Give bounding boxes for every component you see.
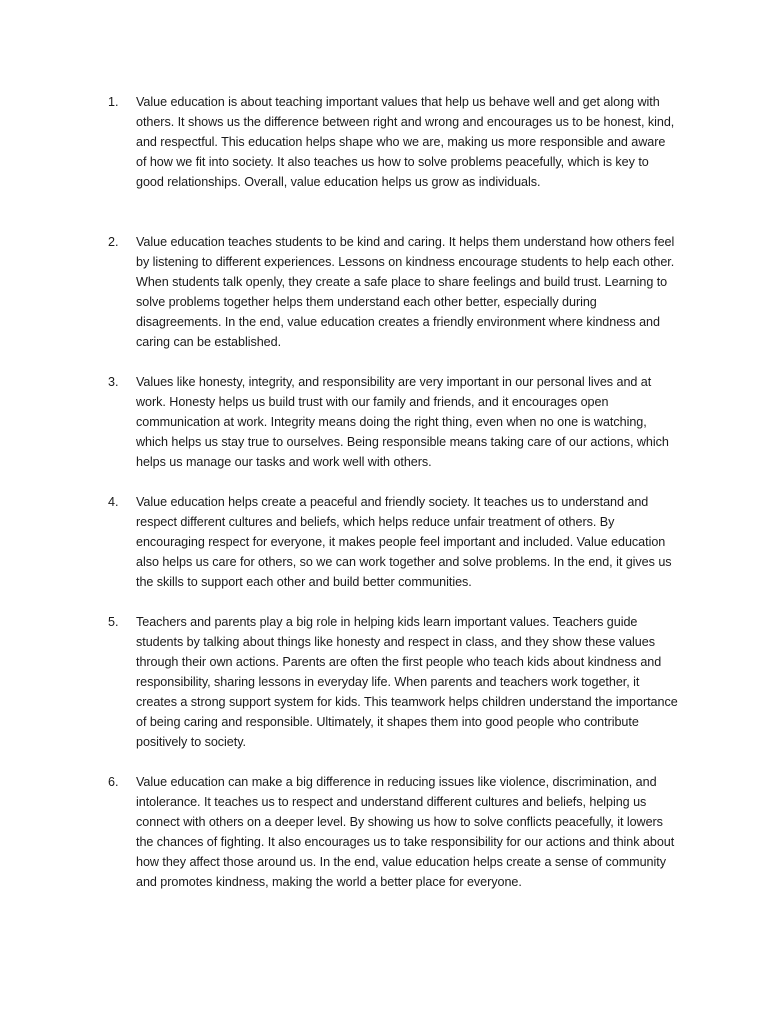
list-item bbox=[108, 612, 678, 752]
list-item-text: Teachers and parents play a big role in helping kids learn important values. Teachers guide students by talking about things like honesty and respect in class, and they show these values through their own actions. Parents are often the first people who teach kids about kindness and responsibility, sharing lessons in everyday life. When parents and teachers work together, it creates a strong support system for kids. This teamwork helps children understand the importance of being caring and responsible. Ultimately, it shapes them into good people who contribute positively to society. bbox=[136, 615, 678, 749]
list-item-text: Value education is about teaching important values that help us behave well and get along with others. It shows us the difference between right and wrong and encourages us to be honest, kind, and respectful. This education helps shape who we are, making us more responsible and aware of how we fit into society. It also teaches us how to solve problems peacefully, which is key to good relationships. Overall, value education helps us grow as individuals. bbox=[136, 95, 675, 189]
list-item bbox=[108, 92, 678, 192]
list-item-text: Value education can make a big difference in reducing issues like violence, discrimination, and intolerance. It teaches us to respect and understand different cultures and beliefs, helping us connect with others on a deeper level. By showing us how to solve conflicts peacefully, it lowers the chances of fighting. It also encourages us to take responsibility for our actions and think about how they affect those around us. In the end, value education helps create a sense of community and promotes kindness, making the world a better place for everyone. bbox=[136, 775, 675, 889]
list-item bbox=[108, 492, 678, 592]
list-item bbox=[108, 232, 678, 352]
numbered-list bbox=[108, 92, 678, 892]
list-item-text: Values like honesty, integrity, and responsibility are very important in our personal lives and at work. Honesty helps us build trust with our family and friends, and it encourages open communication at work. Integrity means doing the right thing, even when no one is watching, which helps us stay true to ourselves. Being responsible means taking care of our actions, which helps us manage our tasks and work well with others. bbox=[136, 375, 669, 469]
list-item bbox=[108, 772, 678, 892]
list-item-number: 1. bbox=[108, 95, 119, 109]
list-item-number: 4. bbox=[108, 495, 119, 509]
list-item-text: Value education teaches students to be kind and caring. It helps them understand how others feel by listening to different experiences. Lessons on kindness encourage students to help each other. When students talk openly, they create a safe place to share feelings and build trust. Learning to solve problems together helps them understand each other better, especially during disagreements. In the end, value education creates a friendly environment where kindness and caring can be established. bbox=[136, 235, 675, 349]
list-item bbox=[108, 372, 678, 472]
list-item-number: 5. bbox=[108, 615, 119, 629]
list-item-text: Value education helps create a peaceful and friendly society. It teaches us to understand and respect different cultures and beliefs, which helps reduce unfair treatment of others. By encouraging respect for everyone, it makes people feel important and included. Value education also helps us care for others, so we can work together and solve problems. In the end, it gives us the skills to support each other and build better communities. bbox=[136, 495, 672, 589]
list-item-number: 3. bbox=[108, 375, 119, 389]
list-item-number: 2. bbox=[108, 235, 119, 249]
list-item-number: 6. bbox=[108, 775, 119, 789]
